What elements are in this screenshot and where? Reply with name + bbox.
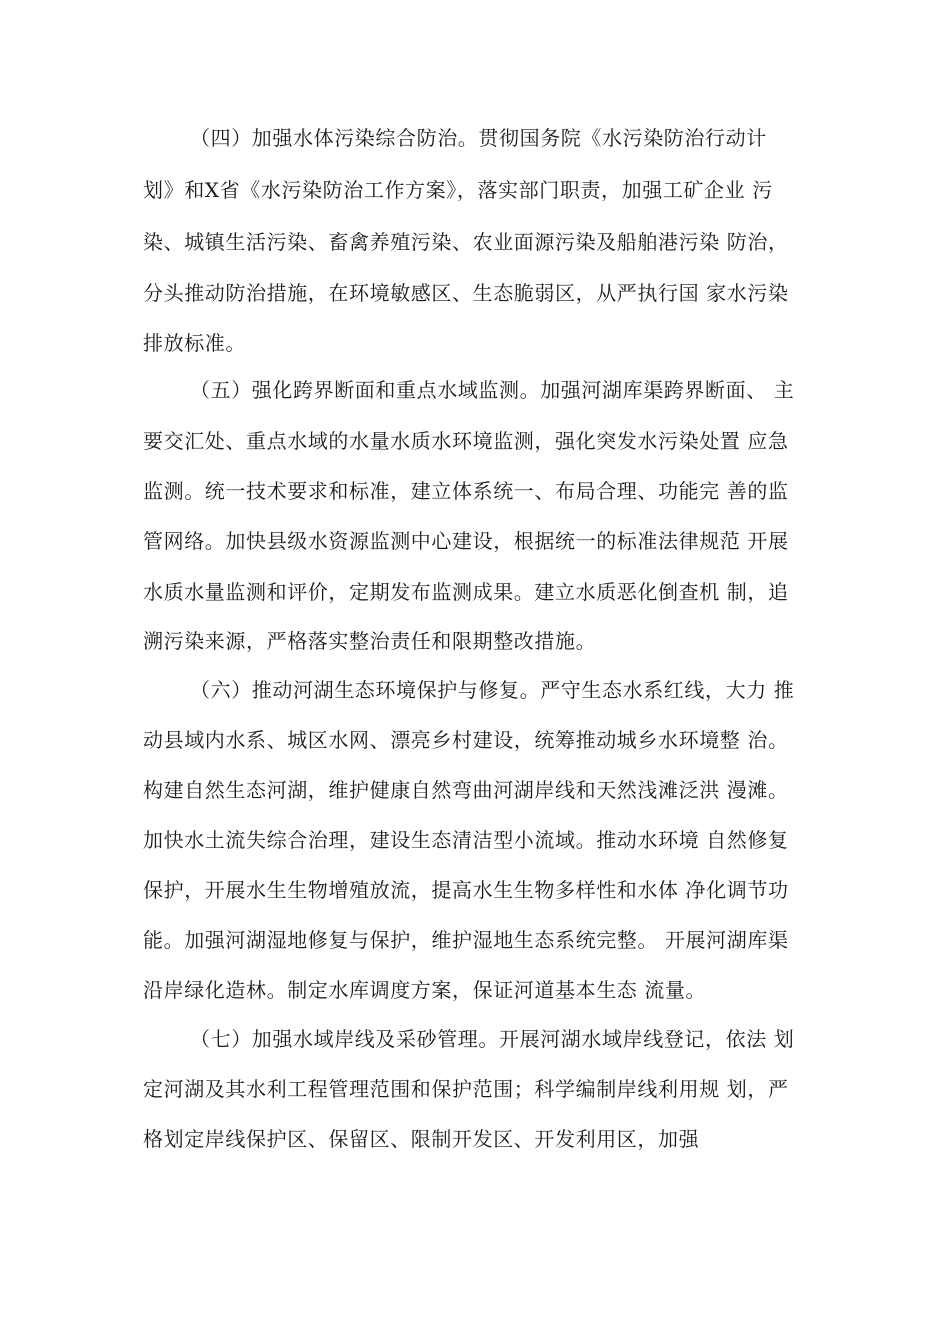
section-7-line-2: 定河湖及其水利工程管理范围和保护范围；科学编制岸线利用规 划，严 xyxy=(143,1077,789,1101)
section-4-line-2: 划》和X省《水污染防治工作方案》，落实部门职责，加强工矿企业 污 xyxy=(143,178,773,202)
section-6-line-3: 构建自然生态河湖，维护健康自然弯曲河湖岸线和天然浅滩泛洪 漫滩。 xyxy=(143,778,789,802)
section-5-line-6: 溯污染来源，严格落实整治责任和限期整改措施。 xyxy=(143,629,597,653)
section-5-line-3: 监测。统一技术要求和标准，建立体系统一、布局合理、功能完 善的监 xyxy=(143,479,789,503)
section-7-line-3: 格划定岸线保护区、保留区、限制开发区、开发利用区，加强 xyxy=(143,1127,700,1151)
section-5-line-4: 管网络。加快县级水资源监测中心建设，根据统一的标准法律规范 开展 xyxy=(143,529,789,553)
section-6-line-1: （六）推动河湖生态环境保护与修复。严守生态水系红线，大力 推 xyxy=(190,678,795,702)
section-5-line-5: 水质水量监测和评价，定期发布监测成果。建立水质恶化倒查机 制，追 xyxy=(143,580,789,604)
section-4-line-4: 分头推动防治措施，在环境敏感区、生态脆弱区，从严执行国 家水污染 xyxy=(143,281,789,305)
section-4-line-5: 排放标准。 xyxy=(143,331,246,355)
section-7-line-1: （七）加强水域岸线及采砂管理。开展河湖水域岸线登记，依法 划 xyxy=(190,1027,795,1051)
section-6-line-2: 动县域内水系、城区水网、漂亮乡村建设，统筹推动城乡水环境整 治。 xyxy=(143,728,789,752)
section-6-line-7: 沿岸绿化造林。制定水库调度方案，保证河道基本生态 流量。 xyxy=(143,978,707,1002)
section-5-line-2: 要交汇处、重点水域的水量水质水环境监测，强化突发水污染处置 应急 xyxy=(143,429,789,453)
section-6-line-6: 能。加强河湖湿地修复与保护，维护湿地生态系统完整。 开展河湖库渠 xyxy=(143,928,789,952)
section-4-line-3: 染、城镇生活污染、畜禽养殖污染、农业面源污染及船舶港污染 防治， xyxy=(143,230,789,254)
section-4-line-1: （四）加强水体污染综合防治。贯彻国务院《水污染防治行动计 xyxy=(190,126,767,150)
section-5-line-1: （五）强化跨界断面和重点水域监测。加强河湖库渠跨界断面、 主 xyxy=(190,378,795,402)
section-6-line-5: 保护，开展水生生物增殖放流，提高水生生物多样性和水体 净化调节功 xyxy=(143,878,789,902)
section-6-line-4: 加快水土流失综合治理，建设生态清洁型小流域。推动水环境 自然修复 xyxy=(143,828,789,852)
